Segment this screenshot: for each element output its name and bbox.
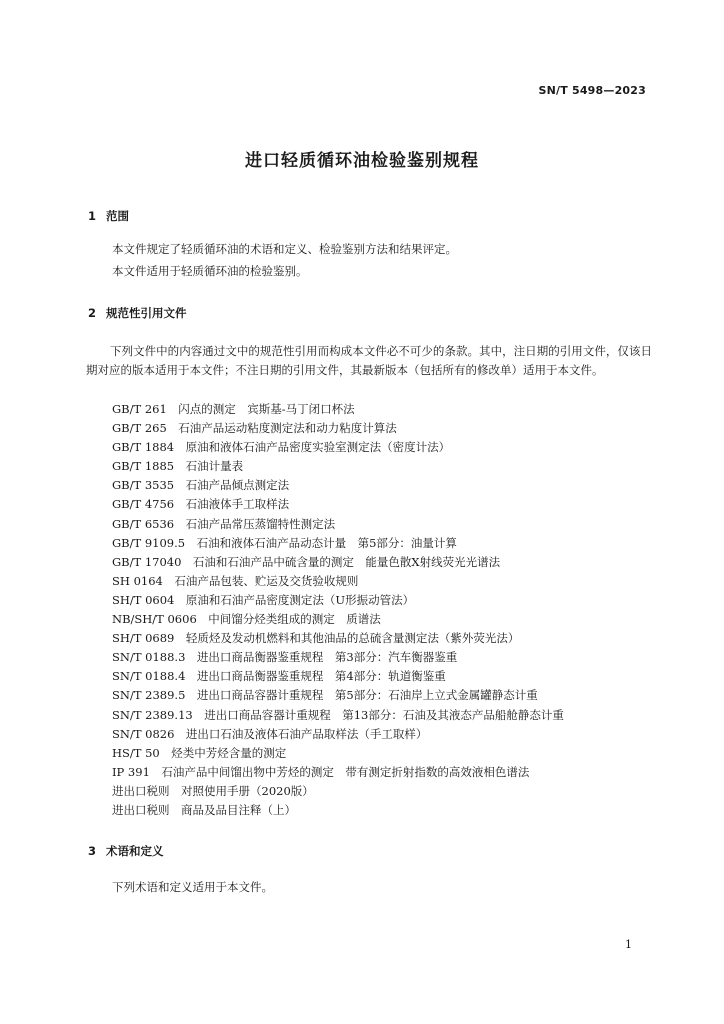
section-heading-scope [88, 208, 129, 224]
reference-item: HS/T 50 烃类中芳烃含量的测定 [112, 745, 287, 760]
reference-item: IP 391 石油产品中间馏出物中芳烃的测定 带有测定折射指数的高效液相色谱法 [112, 764, 530, 779]
scope-paragraph-1: 本文件规定了轻质循环油的术语和定义、检验鉴别方法和结果评定。 [112, 242, 457, 256]
reference-item: GB/T 1884 原油和液体石油产品密度实验室测定法（密度计法） [112, 440, 451, 455]
reference-item: GB/T 6536 石油产品常压蒸馏特性测定法 [112, 516, 336, 531]
reference-item: SH/T 0604 原油和石油产品密度测定法（U形振动管法） [112, 592, 415, 607]
reference-item: SN/T 0826 进出口石油及液体石油产品取样法（手工取样） [112, 726, 428, 741]
reference-item: GB/T 4756 石油液体手工取样法 [112, 497, 290, 512]
terms-intro-paragraph: 下列术语和定义适用于本文件。 [112, 880, 273, 894]
reference-item: SH/T 0689 轻质烃及发动机燃料和其他油品的总硫含量测定法（紫外荧光法） [112, 631, 520, 646]
reference-item: GB/T 17040 石油和石油产品中硫含量的测定 能量色散X射线荧光光谱法 [112, 554, 501, 569]
section-title: 规范性引用文件 [106, 306, 187, 320]
scope-paragraph-2: 本文件适用于轻质循环油的检验鉴别。 [112, 264, 308, 278]
reference-item: GB/T 1885 石油计量表 [112, 459, 244, 474]
reference-list [112, 400, 564, 820]
reference-item: GB/T 261 闪点的测定 宾斯基-马丁闭口杯法 [112, 402, 355, 416]
section-title: 范围 [106, 209, 129, 223]
reference-item: SN/T 2389.13 进出口商品容器计重规程 第13部分：石油及其液态产品船舱静态计重 [112, 707, 564, 722]
document-title: 进口轻质循环油检验鉴别规程 [245, 151, 479, 171]
reference-item: SN/T 2389.5 进出口商品容器计重规程 第5部分：石油岸上立式金属罐静态计重 [112, 688, 538, 703]
reference-item: GB/T 9109.5 石油和液体石油产品动态计量 第5部分：油量计算 [112, 535, 457, 550]
section-number: 2 [88, 306, 97, 320]
page-number: 1 [625, 938, 632, 951]
reference-item: SH 0164 石油产品包装、贮运及交货验收规则 [112, 573, 359, 588]
normative-intro-paragraph: 下列文件中的内容通过文中的规范性引用而构成本文件必不可少的条款。其中，注日期的引用文件，仅该日期对应的版本适用于本文件；不注日期的引用文件，其最新版本（包括所有的修改单）适用于本文件。 [86, 344, 652, 377]
reference-item: SN/T 0188.4 进出口商品衡器鉴重规程 第4部分：轨道衡鉴重 [112, 669, 446, 684]
section-title: 术语和定义 [106, 844, 164, 858]
standard-code: SN/T 5498—2023 [538, 84, 646, 97]
reference-item: 进出口税则 对照使用手册（2020版） [112, 783, 314, 798]
section-number: 1 [88, 209, 97, 223]
reference-item: SN/T 0188.3 进出口商品衡器鉴重规程 第3部分：汽车衡器鉴重 [112, 650, 458, 665]
reference-item: GB/T 3535 石油产品倾点测定法 [112, 478, 290, 493]
reference-item: NB/SH/T 0606 中间馏分烃类组成的测定 质谱法 [112, 612, 381, 627]
reference-item: GB/T 265 石油产品运动粘度测定法和动力粘度计算法 [112, 421, 397, 436]
reference-item: 进出口税则 商品及品目注释（上） [112, 802, 296, 817]
section-heading-normative-references [88, 305, 187, 321]
section-number: 3 [88, 844, 97, 858]
section-heading-terms [88, 843, 164, 859]
